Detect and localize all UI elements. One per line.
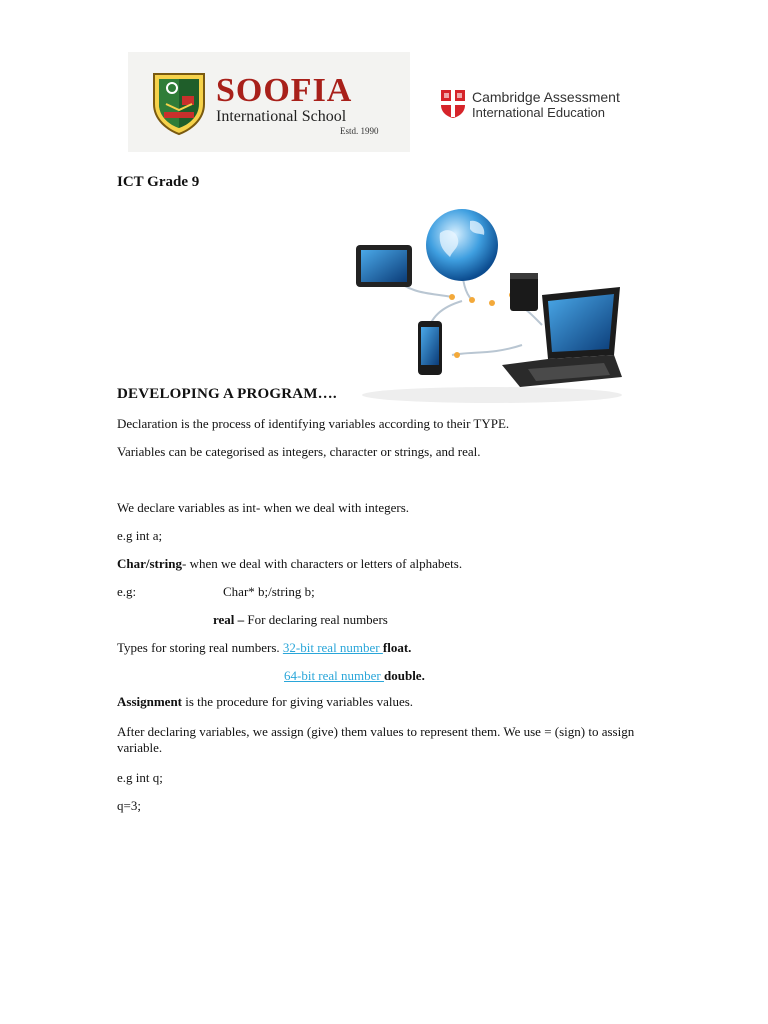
char-paragraph bbox=[117, 556, 462, 572]
school-subtitle: International School bbox=[216, 108, 347, 125]
int-example: e.g int a; bbox=[117, 528, 163, 543]
real-description: For declaring real numbers bbox=[244, 612, 388, 627]
cambridge-line2: International Education bbox=[472, 105, 605, 120]
link-32-bit-real-number[interactable]: 32-bit real number bbox=[282, 640, 383, 655]
school-crest-icon bbox=[146, 70, 212, 136]
char-term: Char/string bbox=[117, 556, 182, 571]
declaration-paragraph: Declaration is the process of identifying variables according to their TYPE. bbox=[117, 416, 510, 431]
router-icon bbox=[510, 273, 538, 311]
assignment-description: is the procedure for giving variables values. bbox=[182, 694, 414, 709]
cambridge-line1: Cambridge Assessment bbox=[472, 89, 620, 105]
char-example-code: Char* b;/string b; bbox=[223, 584, 315, 599]
double-term: double. bbox=[384, 668, 425, 683]
categories-paragraph: Variables can be categorised as integers, character or strings, and real. bbox=[117, 444, 481, 459]
smartphone-icon bbox=[418, 321, 442, 375]
real-term: real – bbox=[213, 612, 245, 627]
tablet-icon bbox=[356, 245, 412, 287]
float-term: float. bbox=[382, 640, 412, 655]
school-established: Estd. 1990 bbox=[340, 126, 379, 136]
section-heading: DEVELOPING A PROGRAM…. bbox=[117, 386, 337, 402]
assign-example-declaration: e.g int q; bbox=[117, 770, 163, 785]
types-paragraph bbox=[117, 640, 411, 656]
real-paragraph bbox=[213, 612, 388, 628]
network-devices-illustration bbox=[352, 205, 624, 405]
assign-example-value: q=3; bbox=[117, 798, 141, 813]
assignment-term: Assignment bbox=[117, 694, 183, 709]
assign-explanation-paragraph: After declaring variables, we assign (give) them values to represent them. We use = (sign) to assign variable. bbox=[117, 724, 635, 755]
double-line bbox=[284, 668, 425, 684]
types-text: Types for storing real numbers. bbox=[117, 640, 283, 655]
globe-icon bbox=[426, 209, 498, 281]
school-name: SOOFIA bbox=[216, 72, 353, 109]
char-example-label: e.g: bbox=[117, 584, 137, 599]
int-paragraph: We declare variables as int- when we deal with integers. bbox=[117, 500, 410, 515]
document-title: ICT Grade 9 bbox=[117, 174, 200, 190]
school-logo bbox=[128, 52, 410, 152]
char-description: - when we deal with characters or letters of alphabets. bbox=[182, 556, 463, 571]
assignment-paragraph bbox=[117, 694, 413, 710]
cambridge-shield-icon bbox=[440, 89, 466, 119]
link-64-bit-real-number[interactable]: 64-bit real number bbox=[284, 668, 384, 683]
